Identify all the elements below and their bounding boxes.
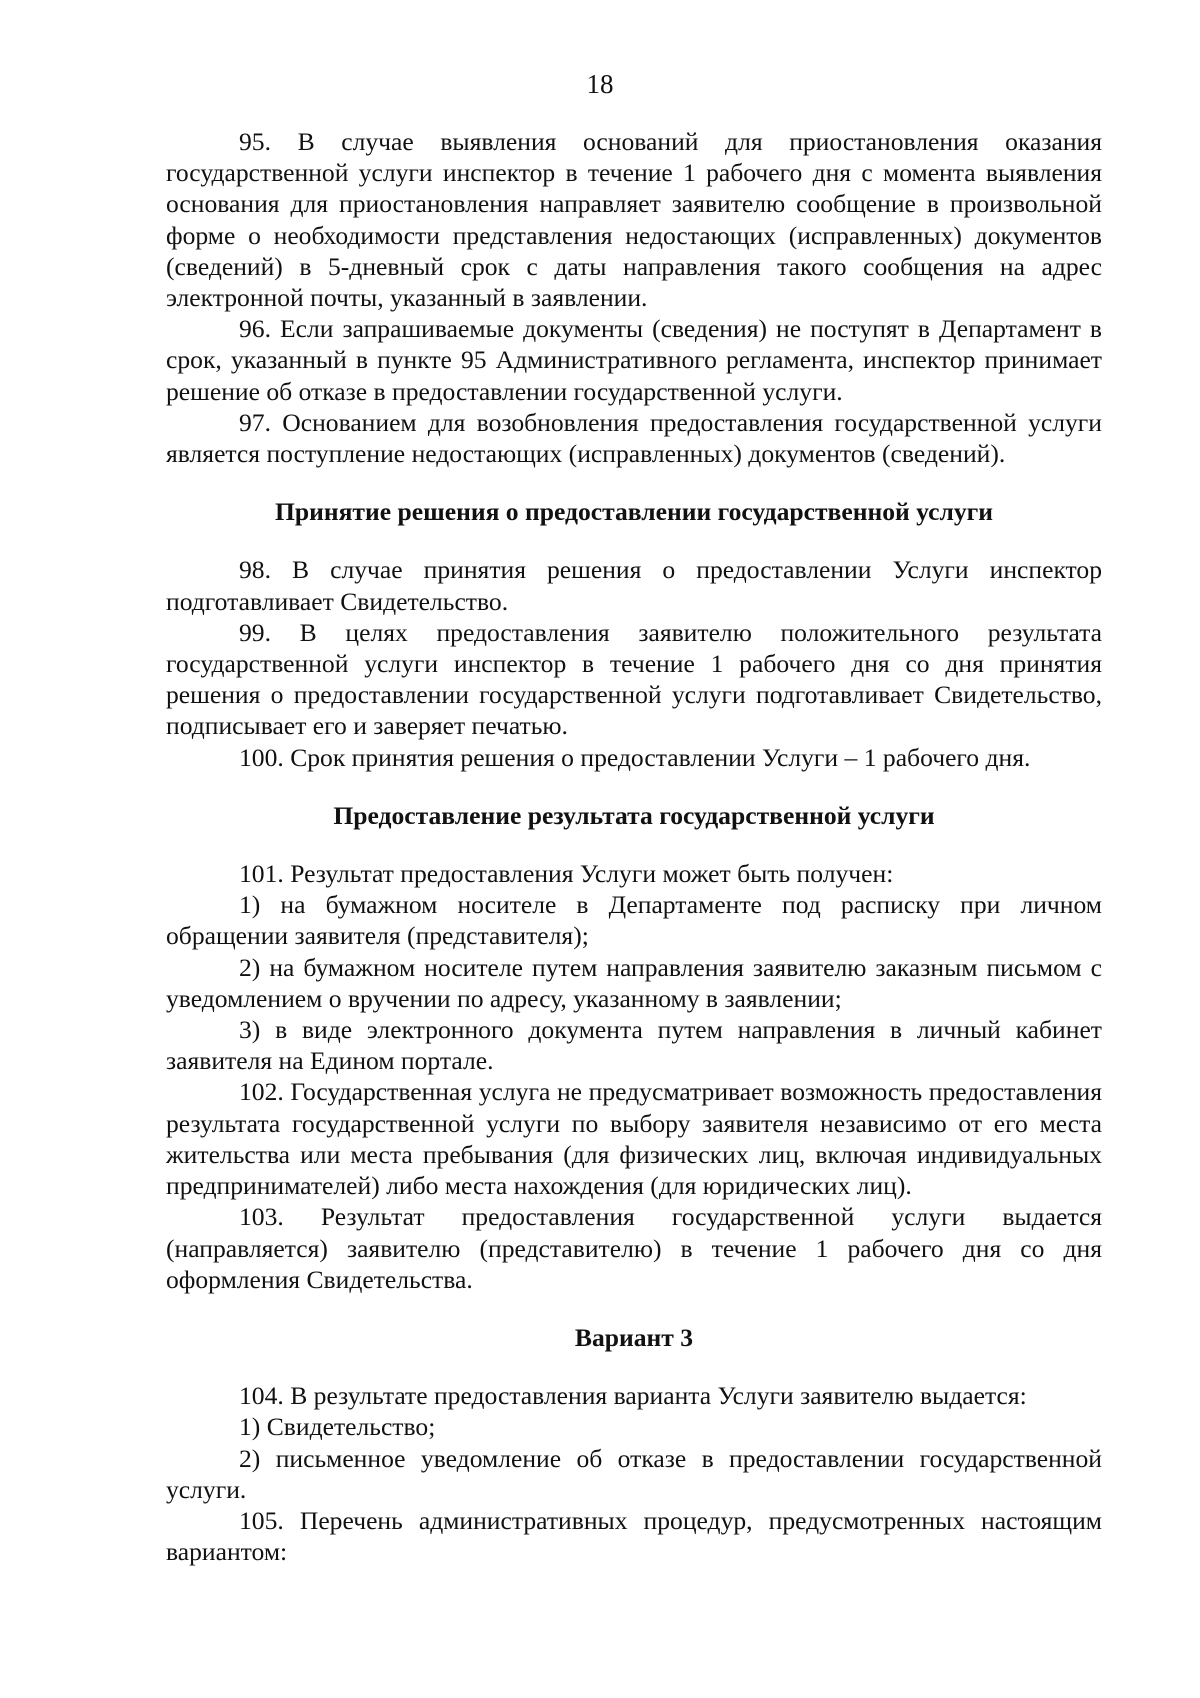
paragraph-105: 105. Перечень административных процедур, предусмотренных настоящим вариантом: xyxy=(166,1505,1102,1567)
paragraph-102: 102. Государственная услуга не предусматривает возможность предоставления результата государственной услуги по выбору заявителя независимо от его места жительства или места пребывания (для физических лиц, включая индивидуальных предпринимателей) либо места нахождения (для юридических лиц). xyxy=(166,1077,1102,1201)
paragraph-97: 97. Основанием для возобновления предоставления государственной услуги является поступление недостающих (исправленных) документов (сведений). xyxy=(166,407,1102,469)
paragraph-101: 101. Результат предоставления Услуги может быть получен: xyxy=(239,859,894,889)
paragraph-96: 96. Если запрашиваемые документы (сведения) не поступят в Департамент в срок, указанный в пункте 95 Административного регламента, инспектор принимает решение об отказе в предоставлении государственной услуги. xyxy=(166,314,1102,406)
document-body xyxy=(166,126,1102,1567)
paragraph-101-item-2: 2) на бумажном носителе путем направления заявителю заказным письмом с уведомлением о вручении по адресу, указанному в заявлении; xyxy=(166,952,1102,1013)
page-number: 18 xyxy=(586,69,614,99)
paragraph-99: 99. В целях предоставления заявителю положительного результата государственной услуги инспектор в течение 1 рабочего дня со дня принятия решения о предоставлении государственной услуги подготавливает Свидетельство, подписывает его и заверяет печатью. xyxy=(166,617,1102,741)
paragraph-95: 95. В случае выявления оснований для приостановления оказания государственной услуги инспектор в течение 1 рабочего дня с момента выявления основания для приостановления направляет заявителю сообщение в произвольной форме о необходимости представления недостающих (исправленных) документов (сведений) в 5-дневный срок с даты направления такого сообщения на адрес электронной почты, указанный в заявлении. xyxy=(166,127,1102,313)
paragraph-103: 103. Результат предоставления государственной услуги выдается (направляется) заявителю (представителю) в течение 1 рабочего дня со дня оформления Свидетельства. xyxy=(166,1202,1102,1294)
paragraph-104-item-2: 2) письменное уведомление об отказе в предоставлении государственной услуги. xyxy=(166,1443,1102,1504)
paragraph-104-item-1: 1) Свидетельство; xyxy=(239,1412,436,1442)
paragraph-98: 98. В случае принятия решения о предоставлении Услуги инспектор подготавливает Свидетельство. xyxy=(166,555,1102,616)
section-heading-variant-3: Вариант 3 xyxy=(574,1322,694,1352)
paragraph-100: 100. Срок принятия решения о предоставлении Услуги – 1 рабочего дня. xyxy=(239,742,1031,772)
paragraph-104: 104. В результате предоставления варианта Услуги заявителю выдается: xyxy=(239,1381,1027,1411)
paragraph-101-item-1: 1) на бумажном носителе в Департаменте под расписку при личном обращении заявителя (представителя); xyxy=(166,890,1102,951)
section-heading-decision: Принятие решения о предоставлении государственной услуги xyxy=(274,497,994,527)
paragraph-101-item-3: 3) в виде электронного документа путем направления в личный кабинет заявителя на Едином портале. xyxy=(166,1015,1102,1076)
section-heading-result: Предоставление результата государственной услуги xyxy=(333,800,935,830)
